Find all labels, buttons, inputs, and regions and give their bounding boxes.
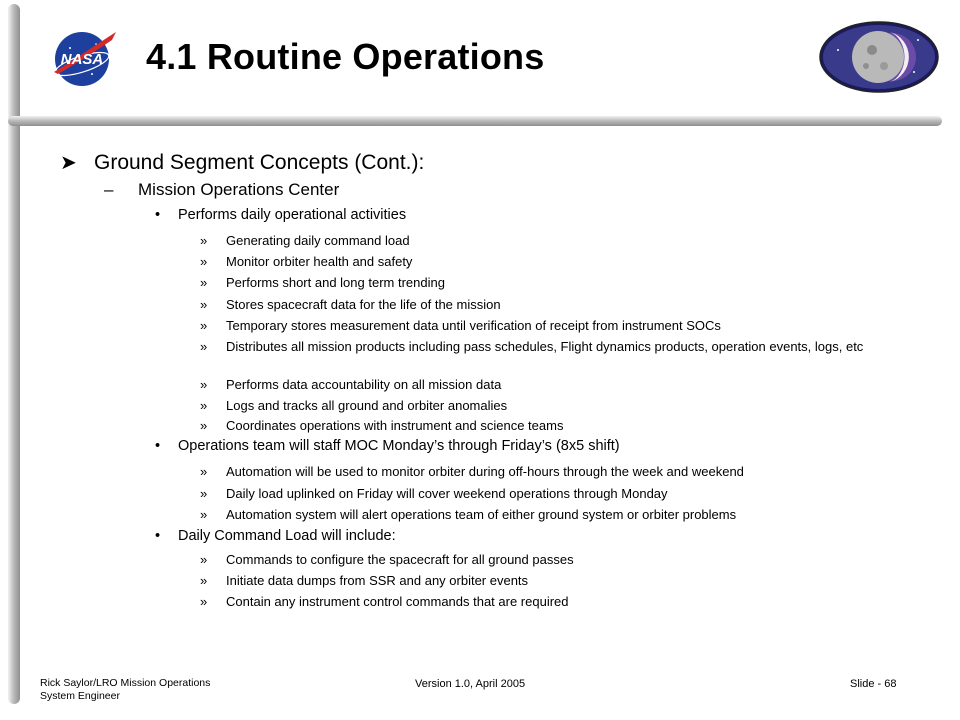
bullet-item [155, 528, 396, 544]
sub-bullet-item [200, 486, 900, 501]
slide-title: 4.1 Routine Operations [146, 36, 545, 77]
bullet-marker: • [155, 528, 161, 544]
sub-bullet-item [200, 254, 900, 269]
sub-bullet-item [200, 275, 900, 290]
sub-bullet-text: Logs and tracks all ground and orbiter anomalies [226, 398, 508, 413]
dash-marker: – [104, 180, 114, 199]
sub-bullet-marker: » [200, 507, 208, 522]
sub-bullet-text: Distributes all mission products including pass schedules, Flight dynamics products, operation events, logs, etc [226, 339, 864, 354]
bullet-text: Operations team will staff MOC Monday’s through Friday’s (8x5 shift) [178, 438, 620, 454]
sub-bullet-item [200, 398, 900, 413]
sub-bullet-item [200, 594, 900, 609]
footer-author-line1: Rick Saylor/LRO Mission Operations [40, 677, 211, 689]
sub-bullet-marker: » [200, 275, 208, 290]
sub-bullet-marker: » [200, 594, 208, 609]
nasa-logo [48, 26, 120, 90]
sub-bullet-item [200, 233, 900, 248]
sub-bullet-item [200, 418, 900, 433]
sub-bullet-marker: » [200, 418, 208, 433]
bullet-marker: • [155, 207, 161, 223]
sub-bullet-marker: » [200, 486, 208, 501]
sub-bullet-item [200, 377, 900, 392]
sub-bullet-text: Automation system will alert operations team of either ground system or orbiter problems [226, 507, 737, 522]
bullet-marker: • [155, 438, 161, 454]
sub-bullet-text: Automation will be used to monitor orbiter during off-hours through the week and weekend [226, 464, 744, 479]
sub-bullet-text: Daily load uplinked on Friday will cover weekend operations through Monday [226, 486, 668, 501]
sub-bullet-marker: » [200, 464, 208, 479]
sub-bullet-item [200, 464, 900, 479]
sub-bullet-item [200, 339, 900, 354]
sub-bullet-marker: » [200, 339, 208, 354]
sub-bullet-marker: » [200, 552, 208, 567]
footer-slide-number: Slide - 68 [850, 678, 897, 690]
sub-bullet-marker: » [200, 254, 208, 269]
footer-version: Version 1.0, April 2005 [415, 678, 526, 690]
vertical-frame-bar [8, 4, 20, 704]
footer-author-line2: System Engineer [40, 690, 120, 702]
sub-bullet-marker: » [200, 233, 208, 248]
sub-bullet-text: Performs short and long term trending [226, 275, 445, 290]
sub-bullet-marker: » [200, 377, 208, 392]
sub-bullet-text: Contain any instrument control commands that are required [226, 594, 569, 609]
sub-bullet-text: Initiate data dumps from SSR and any orbiter events [226, 573, 529, 588]
lro-mission-logo [818, 20, 940, 94]
sub-bullet-marker: » [200, 318, 208, 333]
sub-bullet-text: Performs data accountability on all mission data [226, 377, 502, 392]
sub-bullet-text: Coordinates operations with instrument and science teams [226, 418, 564, 433]
footer-author [40, 677, 210, 703]
sub-bullet-text: Stores spacecraft data for the life of the mission [226, 297, 501, 312]
sub-bullet-marker: » [200, 297, 208, 312]
sub-bullet-item [200, 507, 900, 522]
sub-bullet-text: Commands to configure the spacecraft for all ground passes [226, 552, 574, 567]
svg-text:NASA: NASA [60, 51, 104, 68]
level2-text: Mission Operations Center [138, 180, 340, 199]
sub-bullet-text: Generating daily command load [226, 233, 410, 248]
sub-bullet-item [200, 318, 900, 333]
level1-text: Ground Segment Concepts (Cont.): [94, 151, 425, 174]
sub-bullet-item [200, 297, 900, 312]
sub-bullet-item [200, 552, 900, 567]
sub-bullet-item [200, 573, 900, 588]
sub-bullet-text: Temporary stores measurement data until verification of receipt from instrument SOCs [226, 318, 721, 333]
sub-bullet-marker: » [200, 398, 208, 413]
bullet-text: Daily Command Load will include: [178, 528, 396, 544]
level2-bullet [104, 180, 339, 200]
sub-bullet-text: Monitor orbiter health and safety [226, 254, 413, 269]
horizontal-frame-bar [8, 116, 942, 126]
bullet-item [155, 207, 406, 223]
level1-bullet [60, 150, 424, 175]
bullet-item [155, 438, 620, 454]
bullet-text: Performs daily operational activities [178, 207, 407, 223]
sub-bullet-marker: » [200, 573, 208, 588]
arrow-bullet-icon: ➤ [60, 152, 77, 174]
